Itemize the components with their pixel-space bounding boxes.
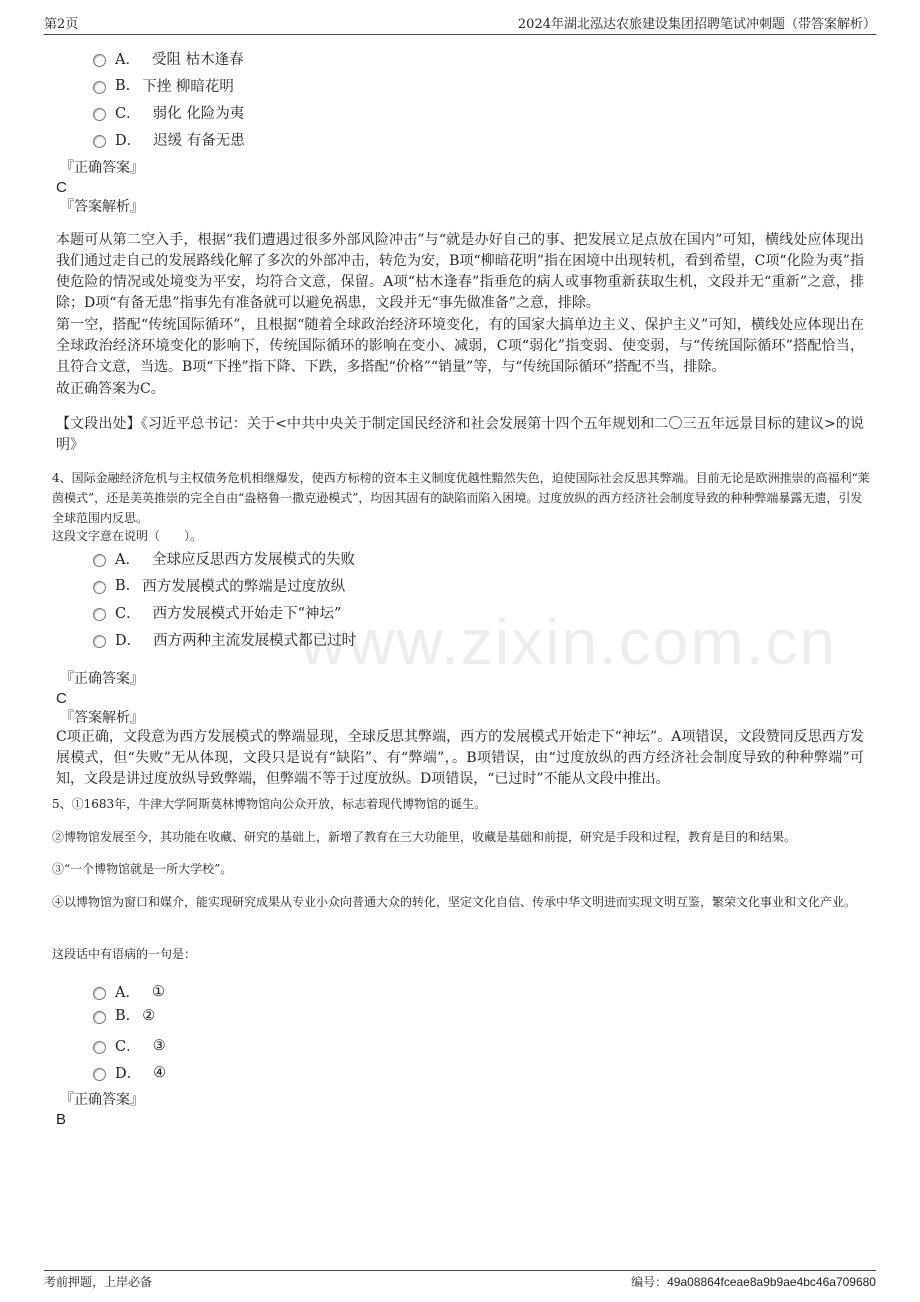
q4-prompt: 这段文字意在说明（ ）。 [52,529,203,543]
q4-option-b[interactable]: B. 西方发展模式的弊端是过度放纵 [93,575,345,596]
document-id: 编号：49a08864fceae8a9b9ae4bc46a709680 [631,1275,876,1289]
radio-icon[interactable] [93,1041,106,1054]
radio-icon[interactable] [93,987,106,1000]
radio-icon[interactable] [93,54,106,67]
q4-answer: C [56,690,67,707]
q3-option-a[interactable]: A． 受阻 枯木逢春 [93,48,244,69]
q5-sentence-2: ②博物馆发展至今，其功能在收藏、研究的基础上，新增了教育在三大功能里，收藏是基础和前提，研究是手段和过程，教育是目的和结果。 [52,830,797,844]
q3-analysis-para2: 第一空，搭配“传统国际循环”，且根据“随着全球政治经济环境变化，有的国家大搞单边主义、保护主义”可知，横线处应体现出在全球政治经济环境变化的影响下，传统国际循环的影响在变小、减弱，C项“弱化”指变弱、使变弱，与“传统国际循环”搭配恰当，且符合文意，当选。B项“下挫”指下降、下跌，多搭配“价格”“销量”等，与“传统国际循环”搭配不当，排除。 [56,317,864,375]
q3-analysis-label: 『答案解析』 [60,199,144,215]
q5-sentence-1: 5、①1683年，牛津大学阿斯莫林博物馆向公众开放，标志着现代博物馆的诞生。 [52,797,487,811]
q5-answer: B [56,1111,67,1128]
q4-answer-label: 『正确答案』 [60,671,144,687]
radio-icon[interactable] [93,1011,106,1024]
page-header [44,12,876,35]
page-number: 第2页 [44,17,79,32]
radio-icon[interactable] [93,635,106,648]
footer-slogan: 考前押题，上岸必备 [44,1275,153,1289]
q3-option-c[interactable]: C． 弱化 化险为夷 [93,102,244,123]
q3-answer-label: 『正确答案』 [60,160,144,176]
q3-analysis-para1: 本题可从第二空入手，根据“我们遭遇过很多外部风险冲击”与“就是办好自己的事、把发展立足点放在国内”可知，横线处应体现出我们通过走自己的发展路线化解了多次的外部冲击，转危为安，B项“柳暗花明”指在困境中出现转机，看到希望，C项“化险为夷”指使危险的情况或处境变为平安，均符合文意，保留。A项“枯木逢春”指垂危的病人或事物重新获取生机，文段并无“重新”之意，排除；D项“有备无患”指事先有准备就可以避免祸患，文段并无“事先做准备”之意，排除。 [56,232,864,311]
radio-icon[interactable] [93,135,106,148]
q5-option-b[interactable]: B. ② [93,1008,155,1024]
q4-option-d[interactable]: D． 西方两种主流发展模式都已过时 [93,629,356,650]
q5-sentence-4: ④以博物馆为窗口和媒介，能实现研究成果从专业小众向普通大众的转化，坚定文化自信、传承中华文明进而实现文明互鉴，繁荣文化事业和文化产业。 [52,895,857,909]
q3-option-b[interactable]: B. 下挫 柳暗花明 [93,75,234,96]
radio-icon[interactable] [93,554,106,567]
q5-answer-label: 『正确答案』 [60,1092,144,1108]
radio-icon[interactable] [93,608,106,621]
q4-analysis: C项正确，文段意为西方发展模式的弊端显现，全球反思其弊端，西方的发展模式开始走下“神坛”。A项错误，文段赞同反思西方发展模式，但“失败”无从体现，文段只是说有“缺陷”、有“弊端”，。B项错误，由“过度放纵的西方经济社会制度导致的种种弊端”可知，文段是讲过度放纵导致弊端，但弊端不等于过度放纵。D项错误，“已过时”不能从文段中推出。 [56,729,864,787]
q3-answer: C [56,179,67,196]
radio-icon[interactable] [93,108,106,121]
q4-option-c[interactable]: C． 西方发展模式开始走下“神坛” [93,602,341,623]
radio-icon[interactable] [93,1068,106,1081]
q4-analysis-label: 『答案解析』 [60,710,144,726]
radio-icon[interactable] [93,581,106,594]
watermark: www.zixin.com.cn [300,606,837,678]
q4-stem: 4、国际金融经济危机与主权债务危机相继爆发，使西方标榜的资本主义制度优越性黯然失色，迫使国际社会反思其弊端。目前无论是欧洲推崇的高福利“莱茵模式”，还是美英推崇的完全自由“盎格鲁一撒克逊模式”，均因其固有的缺陷而陷入困境。过度放纵的西方经济社会制度导致的种种弊端暴露无遗，引发全球范围内反思。 [52,471,870,525]
radio-icon[interactable] [93,81,106,94]
q5-sentence-3: ③“一个博物馆就是一所大学校”。 [52,862,233,876]
q5-prompt: 这段话中有语病的一句是： [52,947,197,961]
q3-option-d[interactable]: D． 迟缓 有备无患 [93,129,245,150]
q3-source: 【文段出处】《习近平总书记：关于<中共中央关于制定国民经济和社会发展第十四个五年规划和二〇三五年远景目标的建议>的说明》 [56,416,864,453]
q5-option-c[interactable]: C． ③ [93,1035,166,1056]
q4-option-a[interactable]: A． 全球应反思西方发展模式的失败 [93,548,355,569]
page-footer [44,1270,876,1290]
q3-conclusion: 故正确答案为C。 [56,381,165,397]
q5-option-a[interactable]: A． ① [93,981,165,1002]
q5-option-d[interactable]: D． ④ [93,1062,166,1083]
document-title: 2024年湖北泓达农旅建设集团招聘笔试冲刺题（带答案解析） [517,17,876,32]
